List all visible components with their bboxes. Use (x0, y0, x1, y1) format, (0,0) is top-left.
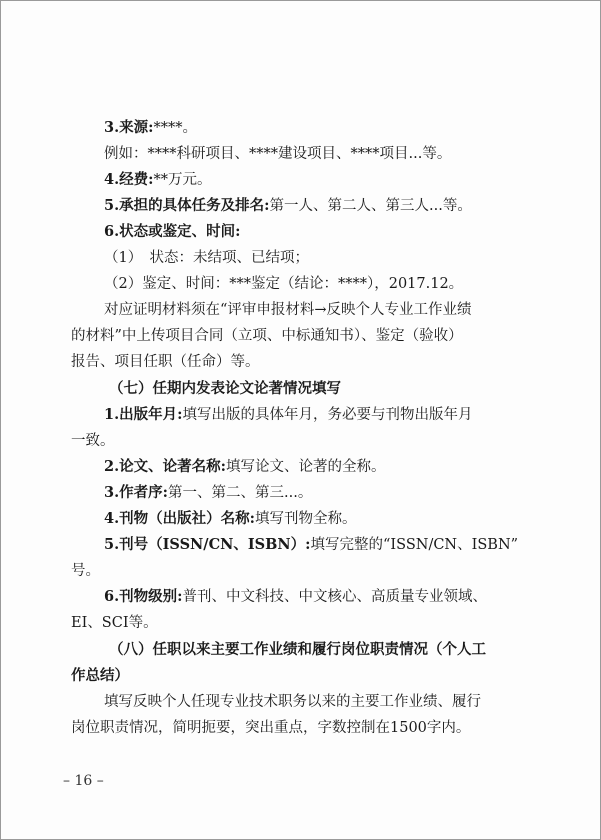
line-label: 5.刊号（ISSN/CN、ISBN）: (104, 536, 311, 553)
line-label: （七）任期内发表论文论著情况填写 (109, 380, 341, 397)
line-text: 例如：****科研项目、****建设项目、****项目...等。 (104, 146, 452, 162)
line-text: 填写反映个人任现专业技术职务以来的主要工作业绩、履行 (104, 694, 481, 710)
paragraph-line (104, 692, 481, 712)
line-label: 4.刊物（出版社）名称: (104, 510, 255, 527)
issn-cont (71, 561, 100, 581)
section-heading-8-cont (71, 666, 129, 686)
line-text: （1） 状态：未结项、已结项； (104, 250, 309, 266)
line-text: 填写完整的“ISSN/CN、ISBN” (310, 537, 519, 553)
task-rank-item (104, 196, 472, 216)
journal-level-item (104, 587, 487, 607)
author-order-item (104, 483, 312, 503)
line-text: **万元。 (153, 172, 212, 188)
line-text: 填写论文、论著的全称。 (226, 459, 386, 475)
source-item (104, 118, 197, 138)
line-text: 报告、项目任职（任命）等。 (71, 354, 260, 370)
line-text: 的材料”中上传项目合同（立项、中标通知书）、鉴定（验收） (71, 328, 463, 344)
line-label: 5.承担的具体任务及排名: (104, 197, 270, 214)
line-label: 4.经费: (104, 171, 154, 188)
funding-item (104, 170, 212, 190)
line-text: 第一人、第二人、第三人...等。 (269, 198, 472, 214)
status-item (104, 222, 241, 242)
paragraph-line (71, 352, 260, 372)
line-text: 普刊、中文科技、中文核心、高质量专业领域、 (182, 589, 487, 605)
line-text: 岗位职责情况，简明扼要，突出重点，字数控制在1500字内。 (71, 720, 471, 736)
paper-name-item (104, 457, 386, 477)
page-number: – 16 – (63, 773, 104, 789)
line-text: （2）鉴定、时间：***鉴定（结论：****），2017.12。 (104, 276, 464, 292)
line-text: 填写刊物全称。 (255, 511, 357, 527)
line-label: 1.出版年月: (104, 406, 183, 423)
publish-date-item (104, 405, 473, 425)
status-sub-1 (104, 248, 309, 268)
line-text: 填写出版的具体年月，务必要与刊物出版年月 (182, 407, 473, 423)
line-label: 6.状态或鉴定、时间: (104, 223, 241, 240)
paragraph-line (104, 300, 472, 320)
status-sub-2 (104, 274, 463, 294)
line-label: （八）任职以来主要工作业绩和履行岗位职责情况（个人工 (109, 641, 486, 658)
section-heading-7 (109, 379, 341, 399)
paragraph-line (71, 326, 463, 346)
line-text: ****。 (153, 120, 197, 136)
section-heading-8 (109, 640, 486, 660)
line-label: 6.刊物级别: (104, 588, 183, 605)
journal-level-cont (71, 613, 158, 633)
publish-date-cont (71, 431, 115, 451)
line-text: 号。 (71, 563, 100, 579)
line-label: 3.作者序: (104, 484, 168, 501)
line-text: EI、SCI等。 (71, 615, 158, 631)
source-example (104, 144, 451, 164)
line-text: 对应证明材料须在“评审申报材料→反映个人专业工作业绩 (104, 302, 472, 318)
line-label: 3.来源: (104, 119, 154, 136)
line-label: 作总结） (71, 667, 129, 684)
journal-name-item (104, 509, 357, 529)
line-label: 2.论文、论著名称: (104, 458, 226, 475)
line-text: 一致。 (71, 433, 115, 449)
paragraph-line (71, 718, 470, 738)
line-text: 第一、第二、第三...。 (168, 485, 313, 501)
issn-item (104, 535, 518, 555)
